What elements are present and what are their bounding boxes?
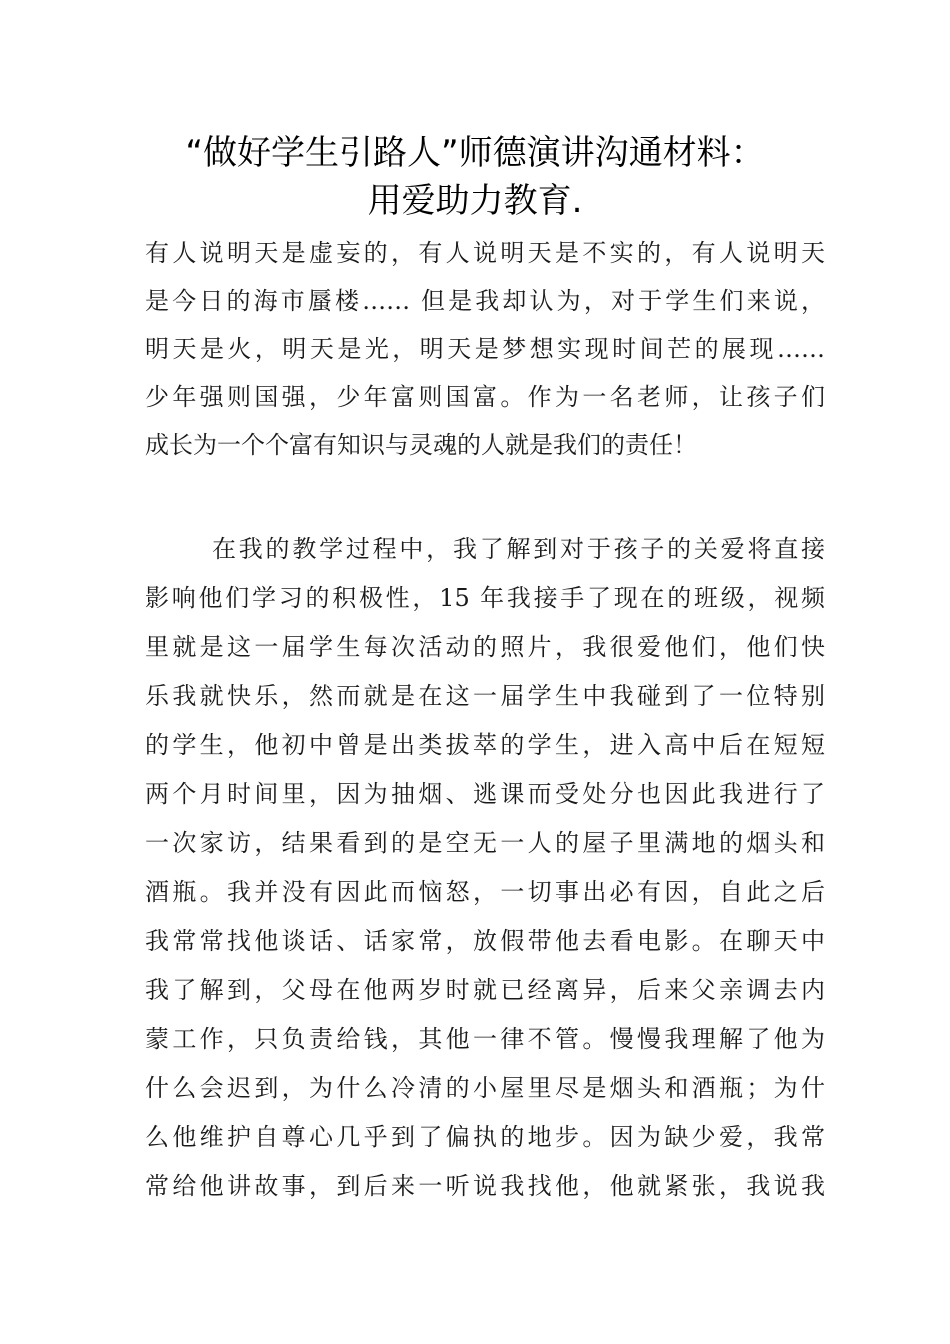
paragraph-2-line-5: 的学生，他初中曾是出类拔萃的学生，进入高中后在短短 (145, 731, 825, 759)
document-title-line-2: 用爱助力教育. (367, 181, 583, 221)
paragraph-2-line-10: 我了解到，父母在他两岁时就已经离异，后来父亲调去内 (145, 976, 825, 1004)
paragraph-2-line-1: 在我的教学过程中，我了解到对于孩子的关爱将直接 (212, 535, 825, 563)
paragraph-2-line-2: 影响他们学习的积极性，15 年我接手了现在的班级，视频 (145, 584, 825, 612)
paragraph-2-line-12: 什么会迟到，为什么冷清的小屋里尽是烟头和酒瓶；为什 (145, 1074, 825, 1102)
paragraph-2-line-11: 蒙工作，只负责给钱，其他一律不管。慢慢我理解了他为 (145, 1025, 825, 1053)
document-title-line-1: “做好学生引路人”师德演讲沟通材料： (185, 133, 765, 173)
paragraph-2-line-4: 乐我就快乐，然而就是在这一届学生中我碰到了一位特别 (145, 682, 825, 710)
paragraph-2-line-8: 酒瓶。我并没有因此而恼怒，一切事出必有因，自此之后 (145, 878, 825, 906)
paragraph-2-line-3: 里就是这一届学生每次活动的照片，我很爱他们，他们快 (145, 633, 825, 661)
paragraph-1-line-2: 是今日的海市蜃楼…… 但是我却认为，对于学生们来说， (145, 287, 825, 315)
paragraph-2-line-7: 一次家访，结果看到的是空无一人的屋子里满地的烟头和 (145, 829, 825, 857)
paragraph-2-line-14: 常给他讲故事，到后来一听说我找他，他就紧张，我说我 (145, 1172, 825, 1200)
paragraph-1-line-5: 成长为一个个富有知识与灵魂的人就是我们的责任！ (145, 431, 697, 459)
paragraph-2-line-13: 么他维护自尊心几乎到了偏执的地步。因为缺少爱，我常 (145, 1123, 825, 1151)
paragraph-1-line-4: 少年强则国强，少年富则国富。作为一名老师，让孩子们 (145, 383, 825, 411)
paragraph-1-line-3: 明天是火，明天是光，明天是梦想实现时间芒的展现…… (145, 335, 825, 363)
paragraph-2-line-6: 两个月时间里，因为抽烟、逃课而受处分也因此我进行了 (145, 780, 825, 808)
paragraph-1-line-1: 有人说明天是虚妄的，有人说明天是不实的，有人说明天 (145, 239, 825, 267)
paragraph-2-line-9: 我常常找他谈话、话家常，放假带他去看电影。在聊天中 (145, 927, 825, 955)
